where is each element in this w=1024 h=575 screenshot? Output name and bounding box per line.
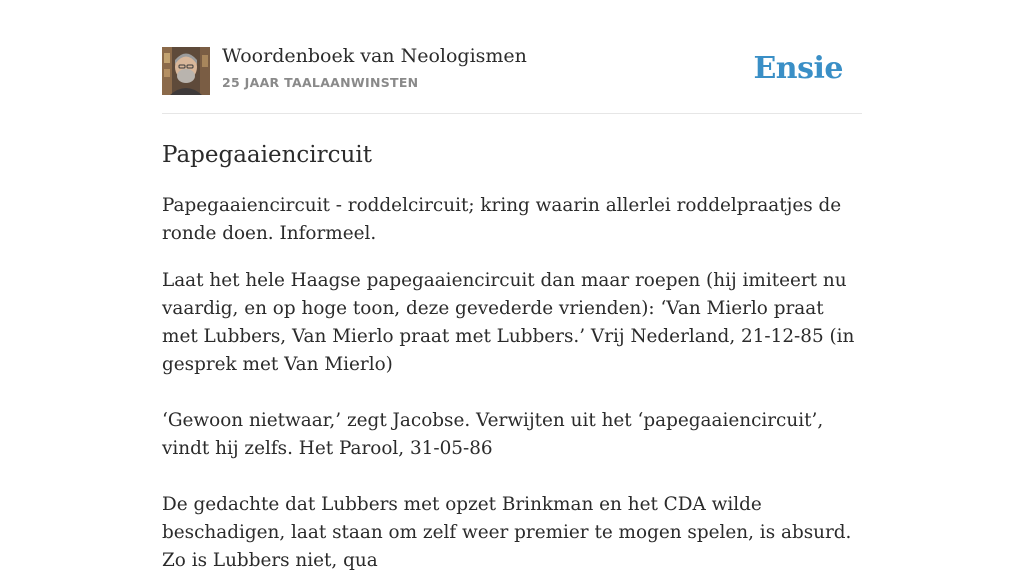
page (162, 0, 862, 575)
entry-content (162, 114, 862, 575)
entry-quote: Laat het hele Haagse papegaaiencircuit dan maar roepen (hij imiteert nu vaardig, en op hoge toon, deze gevederde vrienden): ‘Van Mierlo praat met Lubbers, Van Mierlo praat met Lubbers.’ Vrij Nederland, 21-12-85 (in gesprek met Van Mierlo) (162, 270, 855, 375)
entry-quote: ‘Gewoon nietwaar,’ zegt Jacobse. Verwijten uit het ‘papegaaiencircuit’, vindt hij zelfs. Het Parool, 31-05-86 (162, 410, 824, 459)
entry-definition: Papegaaiencircuit - roddelcircuit; kring waarin allerlei roddelpraatjes de ronde doen. Informeel. (162, 195, 842, 244)
entry-quote: De gedachte dat Lubbers met opzet Brinkman en het CDA wilde beschadigen, laat staan om zelf weer premier te mogen spelen, is absurd. Zo is Lubbers niet, qua (162, 494, 852, 571)
site-name[interactable]: Woordenboek van Neologismen (222, 45, 527, 67)
author-avatar[interactable] (162, 47, 210, 95)
author-portrait-image (162, 47, 210, 95)
site-subtitle: 25 JAAR TAALAANWINSTEN (222, 75, 419, 90)
ensie-logo-link[interactable]: Ensie (753, 51, 843, 86)
site-header (162, 0, 862, 114)
entry-title: Papegaaiencircuit (162, 142, 372, 168)
